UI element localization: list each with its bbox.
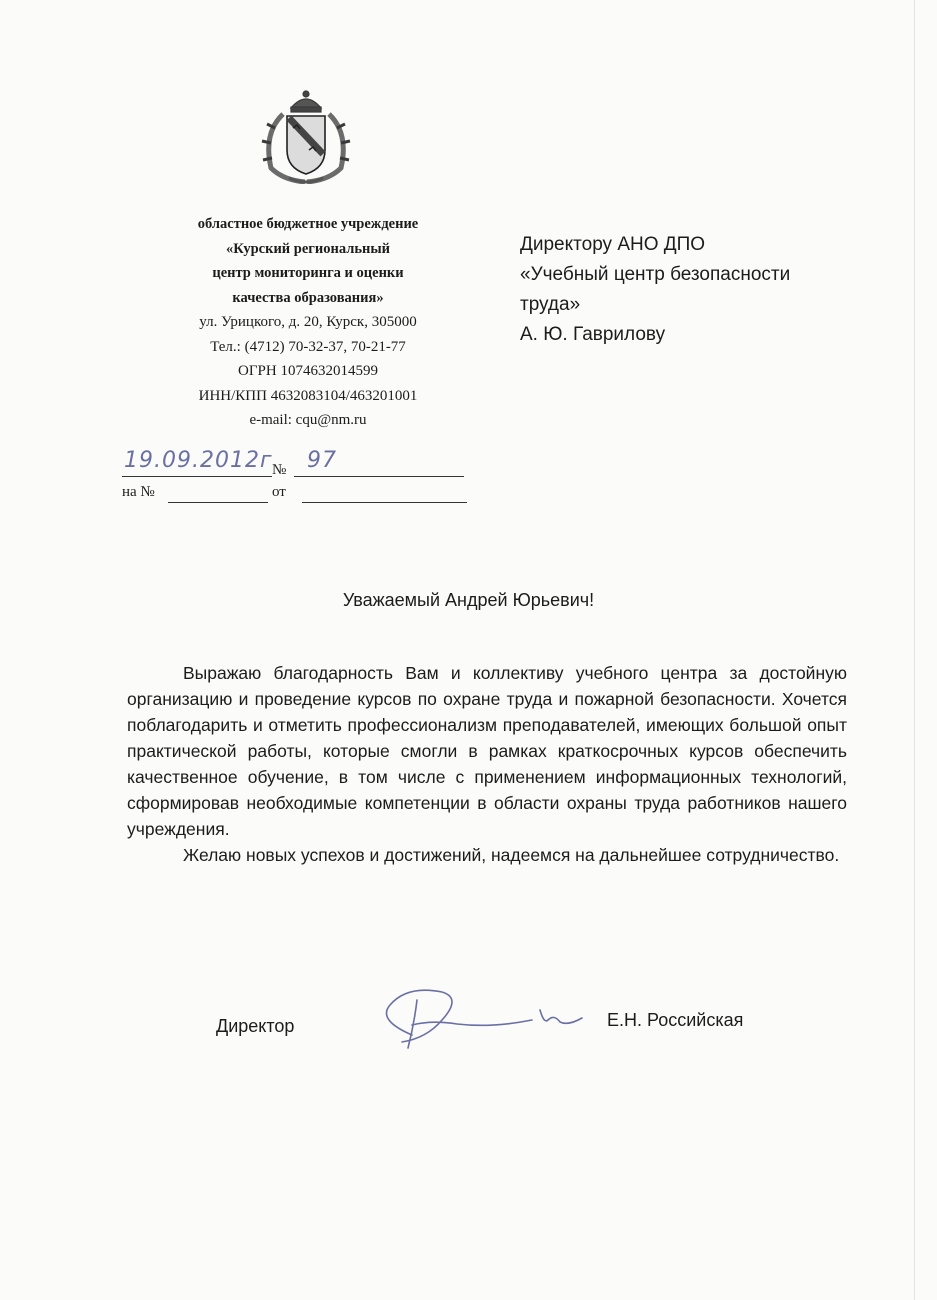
- number-label: №: [272, 462, 287, 478]
- recipient-block: [520, 230, 850, 350]
- sender-block: [120, 212, 496, 433]
- sender-inn-kpp: ИНН/КПП 4632083104/463201001: [198, 387, 418, 404]
- recipient-line-2: «Учебный центр безопасности: [520, 264, 791, 285]
- recipient-line-4: А. Ю. Гаврилову: [520, 324, 666, 345]
- sender-address: ул. Урицкого, д. 20, Курск, 305000: [199, 314, 417, 330]
- handwritten-date: 19.09.2012г: [124, 448, 273, 473]
- sender-phone: Тел.: (4712) 70-32-37, 70-21-77: [210, 338, 406, 355]
- coat-of-arms-icon: [253, 88, 359, 184]
- sender-org-line-1: областное бюджетное учреждение: [197, 216, 419, 232]
- signatory-name: Е.Н. Российская: [607, 1010, 744, 1030]
- sender-email: e-mail: cqu@nm.ru: [249, 412, 367, 428]
- sender-org-line-4: качества образования»: [232, 289, 384, 306]
- letter-body: [127, 660, 847, 868]
- from-label: от: [272, 484, 286, 500]
- recipient-line-3: труда»: [520, 294, 581, 315]
- body-paragraph-1: Выражаю благодарность Вам и коллективу учебного центра за достойную организацию и проведение курсов по охране труда и пожарной безопасности. Хочется поблагодарить и отметить профессионализм преподавателей, имеющих большой опыт практической работы, которые смогли в рамках краткосрочных курсов обеспечить качественное обучение, в том числе с применением информационных технологий, сформировав необходимые компетенции в области охраны труда работников нашего учреждения.: [127, 663, 847, 839]
- reference-label: на №: [122, 484, 155, 500]
- outgoing-registration: [122, 448, 467, 478]
- signatory-title: Директор: [216, 1016, 295, 1036]
- handwritten-number: 97: [307, 448, 337, 473]
- sender-org-line-2: «Курский региональный: [225, 240, 391, 257]
- sender-ogrn: ОГРН 1074632014599: [238, 363, 378, 379]
- sender-org-line-3: центр мониторинга и оценки: [212, 265, 404, 281]
- reference-registration: [122, 480, 467, 510]
- body-paragraph-2: Желаю новых успехов и достижений, надеемся на дальнейшее сотрудничество.: [183, 845, 840, 865]
- recipient-line-1: Директору АНО ДПО: [520, 234, 706, 255]
- greeting: Уважаемый Андрей Юрьевич!: [342, 590, 595, 610]
- signature-icon: [372, 980, 602, 1055]
